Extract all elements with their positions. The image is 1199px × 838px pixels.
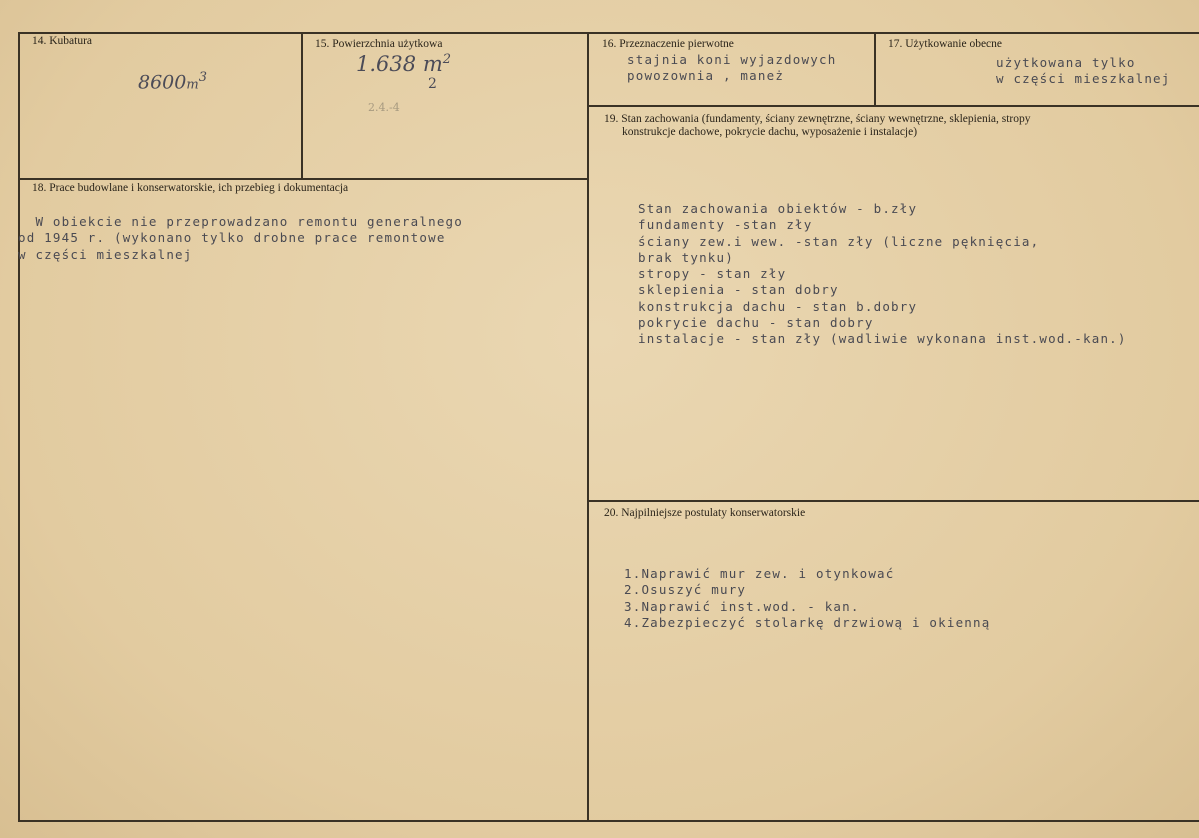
rule-19-top — [588, 105, 1199, 107]
left-rule — [18, 32, 20, 822]
field-20-text: 1.Naprawić mur zew. i otynkować 2.Osuszyć mury 3.Naprawić inst.wod. - kan. 4.Zabezpieczyć stolarkę drzwiową i okienną — [624, 566, 991, 630]
field-16-text: stajnia koni wyjazdowych powozownia , maneż — [627, 52, 837, 84]
field-20-label: 20. Najpilniejsze postulaty konserwatorskie — [604, 507, 806, 519]
field-15-value: 1.638 $m^2$ — [356, 52, 452, 76]
field-15-subnote: 2 — [428, 76, 437, 92]
rule-15-16 — [587, 32, 589, 822]
rule-20-top — [588, 500, 1199, 502]
top-rule — [18, 32, 1199, 34]
field-15-faint-note: 2.4.-4 — [368, 101, 400, 114]
rule-18-top — [18, 178, 588, 180]
bottom-rule — [18, 820, 1199, 822]
field-15-label: 15. Powierzchnia użytkowa — [315, 38, 443, 50]
field-17-label: 17. Użytkowanie obecne — [888, 38, 1003, 50]
field-16-label: 16. Przeznaczenie pierwotne — [602, 38, 734, 50]
field-14-label: 14. Kubatura — [32, 35, 93, 47]
field-19-text: Stan zachowania obiektów - b.zły fundamenty -stan zły ściany zew.i wew. -stan zły (liczne pęknięcia, brak tynku) stropy - stan zły sklepienia - stan dobry konstrukcja dachu - stan b.dobry pokrycie dachu - stan dobry instalacje - stan zły (wadliwie wykonana inst.wod.-kan.) — [638, 201, 1127, 347]
field-19-label: 19. Stan zachowania (fundamenty, ściany zewnętrzne, ściany wewnętrzne, sklepienia, stropy konstrukcje dachowe, pokrycie dachu, wyposażenie i instalacje) — [604, 113, 1031, 138]
field-18-label: 18. Prace budowlane i konserwatorskie, ich przebieg i dokumentacja — [32, 182, 349, 194]
rule-16-17 — [874, 32, 876, 105]
rule-14-15 — [301, 32, 303, 178]
field-17-text: użytkowana tylko w części mieszkalnej — [996, 55, 1171, 87]
field-18-text: W obiekcie nie przeprowadzano remontu generalnego od 1945 r. (wykonano tylko drobne prace remontowe w części mieszkalnej — [18, 214, 464, 262]
field-14-value: $8600m^3$ — [138, 70, 207, 94]
